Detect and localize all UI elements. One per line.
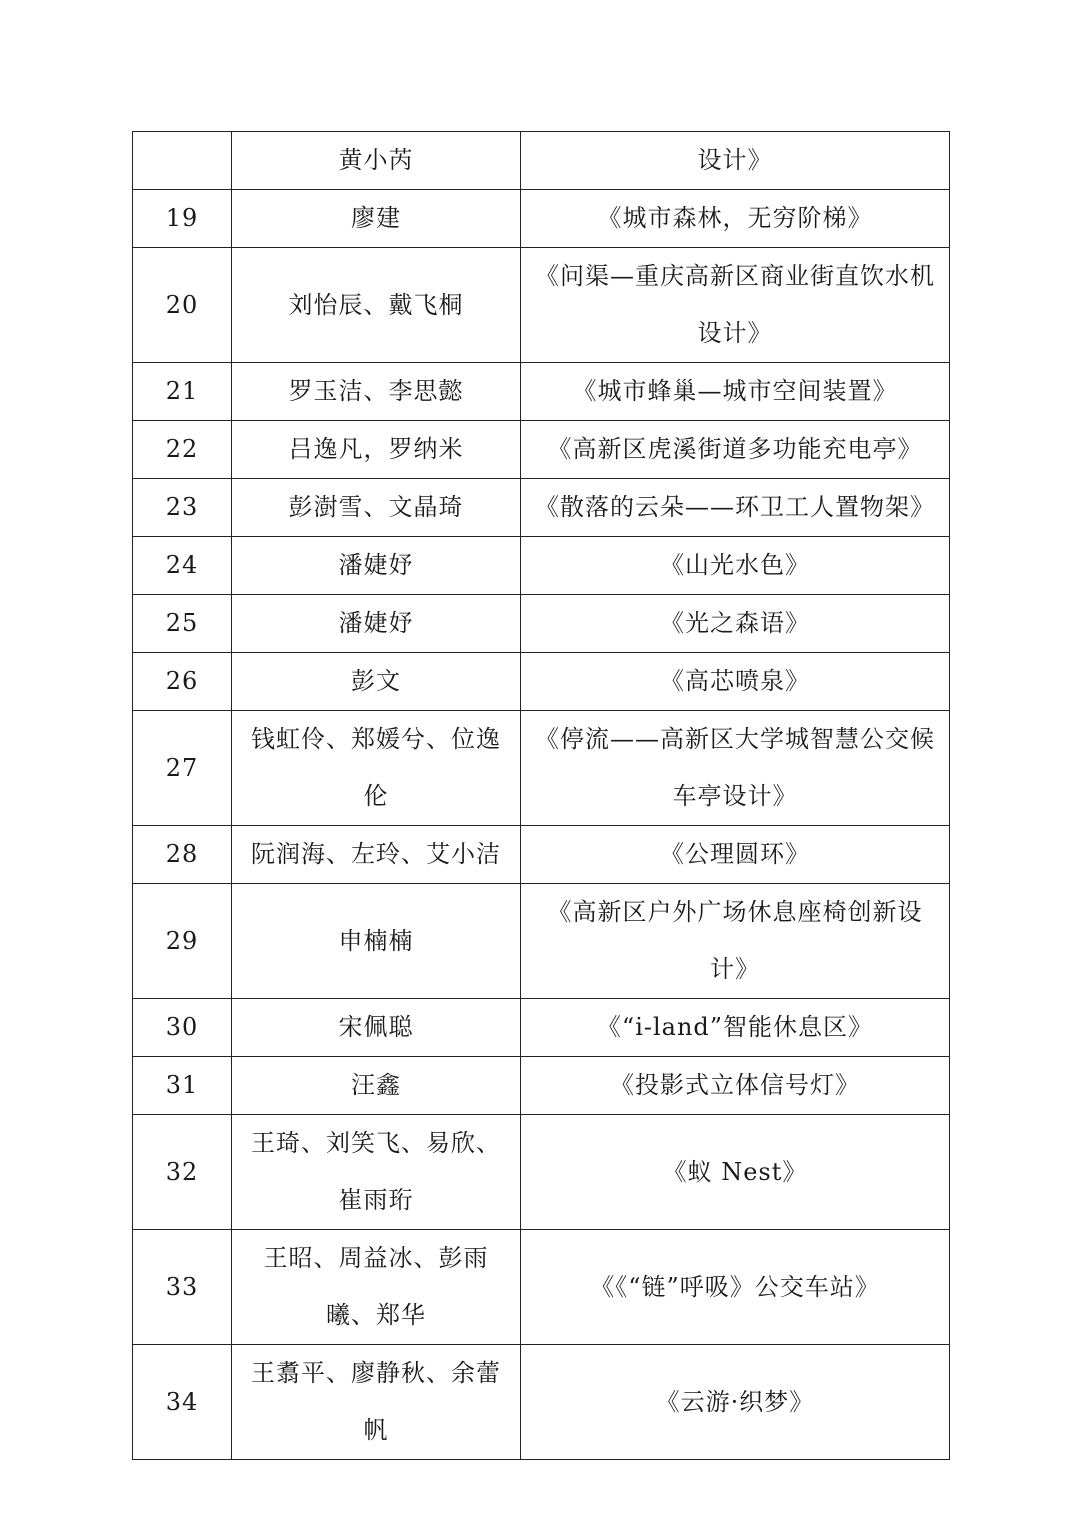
work-title: 《山光水色》 [521, 537, 950, 595]
row-number: 32 [133, 1115, 232, 1230]
row-number: 30 [133, 999, 232, 1057]
row-number: 29 [133, 884, 232, 999]
author-names: 廖建 [232, 190, 521, 248]
author-names: 罗玉洁、李思懿 [232, 363, 521, 421]
table-row [133, 884, 950, 999]
table-row [133, 363, 950, 421]
table-row [133, 1230, 950, 1345]
table-row [133, 1057, 950, 1115]
row-number: 33 [133, 1230, 232, 1345]
row-number: 21 [133, 363, 232, 421]
author-names: 彭文 [232, 653, 521, 711]
row-number: 24 [133, 537, 232, 595]
author-names: 宋佩聪 [232, 999, 521, 1057]
award-list-table [132, 131, 950, 1460]
author-names: 彭澍雪、文晶琦 [232, 479, 521, 537]
author-names: 潘婕妤 [232, 595, 521, 653]
work-title: 设计》 [521, 132, 950, 190]
row-number: 34 [133, 1345, 232, 1460]
author-names: 刘怡辰、戴飞桐 [232, 248, 521, 363]
table-row [133, 537, 950, 595]
work-title: 《城市森林，无穷阶梯》 [521, 190, 950, 248]
work-title: 《散落的云朵——环卫工人置物架》 [521, 479, 950, 537]
row-number: 25 [133, 595, 232, 653]
row-number: 23 [133, 479, 232, 537]
row-number [133, 132, 232, 190]
row-number: 19 [133, 190, 232, 248]
work-title: 《“i-land”智能休息区》 [521, 999, 950, 1057]
author-names: 潘婕妤 [232, 537, 521, 595]
work-title: 《投影式立体信号灯》 [521, 1057, 950, 1115]
author-names: 王翥平、廖静秋、余蕾帆 [232, 1345, 521, 1460]
row-number: 22 [133, 421, 232, 479]
author-names: 钱虹伶、郑媛兮、位逸伦 [232, 711, 521, 826]
work-title: 《蚁 Nest》 [521, 1115, 950, 1230]
table-row [133, 479, 950, 537]
work-title: 《高新区户外广场休息座椅创新设计》 [521, 884, 950, 999]
work-title: 《停流——高新区大学城智慧公交候车亭设计》 [521, 711, 950, 826]
table-row [133, 653, 950, 711]
table-row [133, 711, 950, 826]
table-row [133, 826, 950, 884]
work-title: 《高芯喷泉》 [521, 653, 950, 711]
table-row [133, 1115, 950, 1230]
table-row [133, 1345, 950, 1460]
table-row [133, 190, 950, 248]
row-number: 28 [133, 826, 232, 884]
work-title: 《高新区虎溪街道多功能充电亭》 [521, 421, 950, 479]
row-number: 31 [133, 1057, 232, 1115]
row-number: 27 [133, 711, 232, 826]
author-names: 王昭、周益冰、彭雨曦、郑华 [232, 1230, 521, 1345]
row-number: 26 [133, 653, 232, 711]
author-names: 阮润海、左玲、艾小洁 [232, 826, 521, 884]
row-number: 20 [133, 248, 232, 363]
work-title: 《城市蜂巢—城市空间装置》 [521, 363, 950, 421]
table-row [133, 248, 950, 363]
author-names: 申楠楠 [232, 884, 521, 999]
table-row [133, 421, 950, 479]
table-row [133, 132, 950, 190]
author-names: 黄小芮 [232, 132, 521, 190]
author-names: 汪鑫 [232, 1057, 521, 1115]
author-names: 吕逸凡，罗纳米 [232, 421, 521, 479]
table-row [133, 999, 950, 1057]
author-names: 王琦、刘笑飞、易欣、崔雨珩 [232, 1115, 521, 1230]
work-title: 《云游·织梦》 [521, 1345, 950, 1460]
work-title: 《《“链”呼吸》公交车站》 [521, 1230, 950, 1345]
work-title: 《公理圆环》 [521, 826, 950, 884]
work-title: 《问渠—重庆高新区商业街直饮水机设计》 [521, 248, 950, 363]
table-row [133, 595, 950, 653]
work-title: 《光之森语》 [521, 595, 950, 653]
